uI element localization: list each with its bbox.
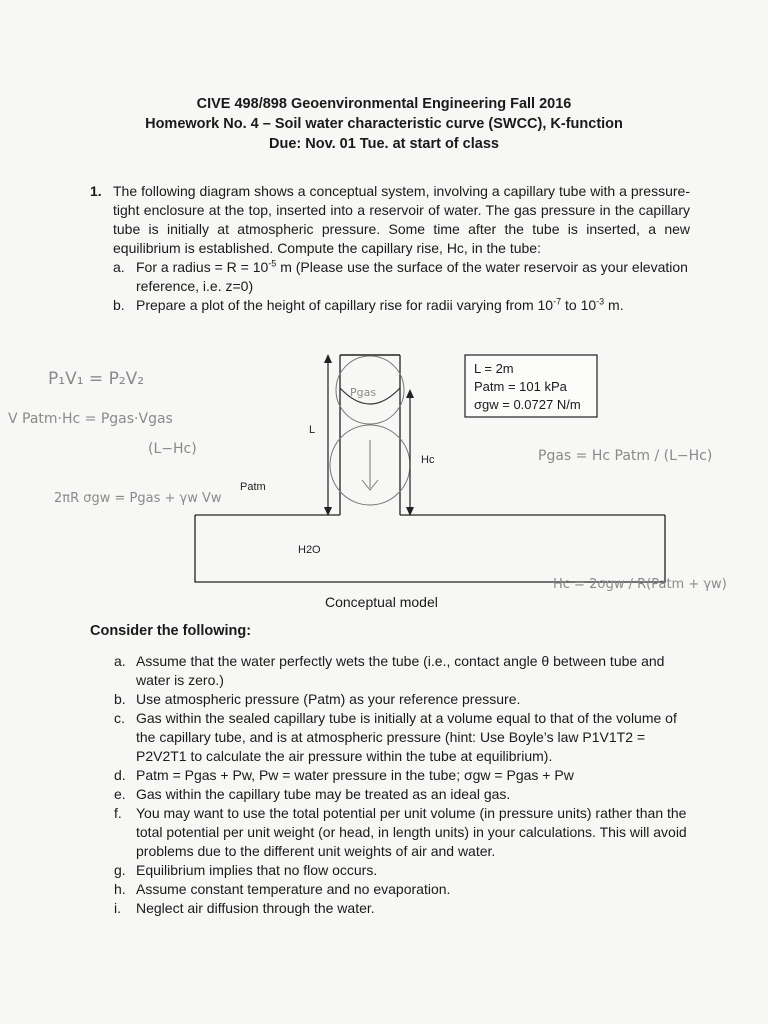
diagram-caption: Conceptual model: [325, 594, 438, 610]
handwriting-pgas-in-tube: Pgas: [350, 386, 377, 399]
Patm-label: Patm: [240, 481, 266, 493]
list-item: a. Assume that the water perfectly wets the tube (i.e., contact angle θ between tube and water is zero.): [114, 653, 665, 688]
list-item: b. Use atmospheric pressure (Patm) as your reference pressure.: [114, 691, 521, 707]
course-title: CIVE 498/898 Geoenvironmental Engineering Fall 2016: [196, 96, 572, 112]
conceptual-model-diagram: [0, 320, 768, 620]
param-L: L = 2m: [474, 361, 514, 376]
homework-title: Homework No. 4 – Soil water characteristic curve (SWCC), K-function: [145, 116, 623, 132]
question-number: 1.: [90, 183, 102, 199]
param-sigma: σgw = 0.0727 N/m: [474, 397, 581, 412]
list-item: h. Assume constant temperature and no evaporation.: [114, 881, 451, 897]
question-1-text: The following diagram shows a conceptual system, involving a capillary tube with a pressure-tight enclosure at the top, inserted into a reservoir of water. The gas pressure in the capillary tube is initially at atmospheric pressure. Some time after the tube is inserted, a new equilibrium is established. Compute the capillary rise, Hc, in the tube:: [113, 183, 690, 256]
H2O-label: H2O: [298, 544, 321, 556]
list-item: i. Neglect air diffusion through the water.: [114, 900, 375, 916]
handwriting-l-minus-hc: (L−Hc): [148, 441, 197, 457]
handwriting-pressure-volume: V Patm·Hc = Pgas·Vgas: [8, 411, 173, 427]
handwriting-pgas: Pgas = Hc Patm / (L−Hc): [538, 448, 713, 464]
L-label: L: [309, 424, 316, 436]
document-header: [0, 94, 768, 154]
param-Patm: Patm = 101 kPa: [474, 379, 567, 394]
Hc-label: Hc: [421, 454, 435, 466]
question-1b: b. Prepare a plot of the height of capillary rise for radii varying from $10^{-7}$ to $10^{-3}$ m.: [113, 296, 624, 313]
consider-list: [114, 652, 690, 918]
list-item: g. Equilibrium implies that no flow occurs.: [114, 862, 378, 878]
list-item: f. You may want to use the total potential per unit volume (in pressure units) rather than the total potential per unit weight (or head, in length units) in your calculations. This will avoid problems due to the different unit weights of air and water.: [114, 805, 687, 859]
question-1: [90, 182, 690, 315]
reservoir-outline: [195, 515, 665, 582]
list-item: c. Gas within the sealed capillary tube is initially at a volume equal to that of the volume of the capillary tube, and is at atmospheric pressure (hint: Use Boyle’s law P1V1T2 = P2V2T1 to calculate the air pressure within the tube at equilibrium).: [114, 710, 677, 764]
handwriting-force-balance: 2πR σgw = Pgas + γw Vw: [54, 491, 222, 506]
list-item: e. Gas within the capillary tube may be treated as an ideal gas.: [114, 786, 511, 802]
handwriting-boyle: P₁V₁ = P₂V₂: [48, 369, 145, 389]
due-date: Due: Nov. 01 Tue. at start of class: [269, 136, 499, 152]
consider-heading: Consider the following:: [90, 623, 252, 639]
list-item: d. Patm = Pgas + Pw, Pw = water pressure in the tube; σgw = Pgas + Pw: [114, 767, 574, 783]
question-1a: a. For a radius = $R = 10^{-5}$ m (Please use the surface of the water reservoir as your elevation reference, i.e. z=0): [113, 258, 688, 294]
handwriting-hc-formula: Hc = 2σgw / R(Patm + γw): [553, 577, 727, 592]
